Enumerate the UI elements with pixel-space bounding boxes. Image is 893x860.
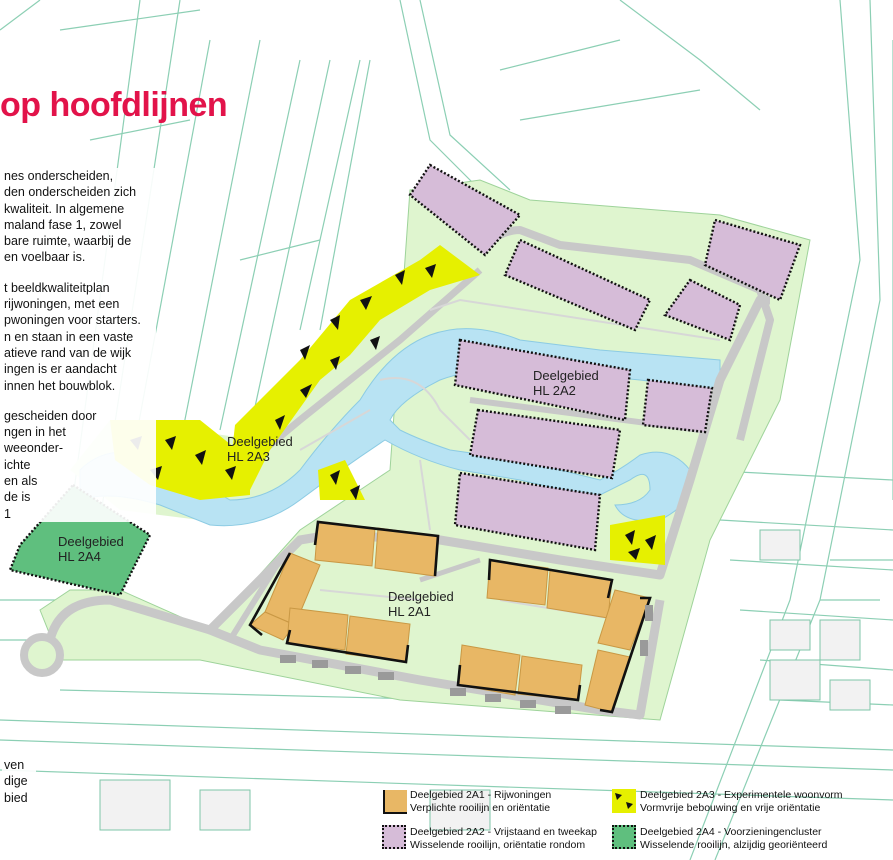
area-label-line: HL 2A1 bbox=[388, 604, 431, 619]
text-line: den onderscheiden zich bbox=[4, 185, 137, 200]
text-line: ngen in het bbox=[4, 425, 66, 440]
text-line: de is bbox=[4, 490, 31, 505]
legend-desc: Wisselende rooilijn, oriëntatie rondom bbox=[410, 838, 586, 851]
legend-title: Deelgebied 2A2 - Vrijstaand en tweekap bbox=[410, 826, 597, 838]
legend-desc: Wisselende rooilijn, alzijdig georiënteerd bbox=[640, 838, 828, 851]
text-line: gescheiden door bbox=[4, 408, 97, 423]
area-label-line: Deelgebied bbox=[227, 434, 293, 449]
text-line: 1 bbox=[4, 506, 11, 521]
text-line: pwoningen voor starters. bbox=[4, 313, 141, 328]
area-label-hl2a2 bbox=[533, 368, 599, 398]
area-label-line: Deelgebied bbox=[533, 368, 599, 383]
text-line: ichte bbox=[4, 457, 31, 472]
text-line: bare ruimte, waarbij de bbox=[4, 234, 132, 249]
text-line: atieve rand van de wijk bbox=[4, 345, 132, 360]
text-line: weeonder- bbox=[4, 441, 64, 456]
area-label-line: Deelgebied bbox=[58, 534, 124, 549]
bottom-text-column bbox=[2, 757, 36, 806]
text-line: dige bbox=[4, 774, 28, 789]
legend-title: Deelgebied 2A4 - Voorzieningencluster bbox=[640, 826, 822, 838]
area-label-hl2a3 bbox=[227, 434, 293, 464]
text-line: en als bbox=[4, 474, 38, 489]
text-line: en voelbaar is. bbox=[4, 250, 86, 265]
text-line: ven bbox=[4, 758, 25, 772]
area-label-line: HL 2A4 bbox=[58, 549, 101, 564]
legend-desc: Vormvrije bebouwing en vrije oriëntatie bbox=[640, 801, 821, 814]
legend-title: Deelgebied 2A1 - Rijwoningen bbox=[410, 789, 552, 801]
text-line: maland fase 1, zowel bbox=[4, 217, 122, 232]
legend-title: Deelgebied 2A3 - Experimentele woonvorm bbox=[640, 789, 843, 801]
text-line: bied bbox=[4, 790, 28, 805]
text-line: kwaliteit. In algemene bbox=[4, 201, 125, 216]
text-line: nes onderscheiden, bbox=[4, 169, 114, 183]
text-line: t beeldkwaliteitplan bbox=[4, 280, 110, 295]
area-label-hl2a1 bbox=[388, 589, 454, 619]
area-label-line: Deelgebied bbox=[388, 589, 454, 604]
page-title: op hoofdlijnen bbox=[0, 86, 228, 124]
area-label-line: HL 2A2 bbox=[533, 383, 576, 398]
text-line: rijwoningen, met een bbox=[4, 297, 120, 312]
area-label-line: HL 2A3 bbox=[227, 449, 270, 464]
legend-desc: Verplichte rooilijn en oriëntatie bbox=[410, 801, 551, 814]
text-line: n en staan in een vaste bbox=[4, 329, 134, 344]
text-line: ingen is er aandacht bbox=[4, 362, 117, 377]
roundabout bbox=[24, 637, 60, 673]
intro-text-column bbox=[2, 168, 156, 522]
text-line: innen het bouwblok. bbox=[4, 378, 116, 393]
area-label-hl2a4 bbox=[58, 534, 124, 564]
